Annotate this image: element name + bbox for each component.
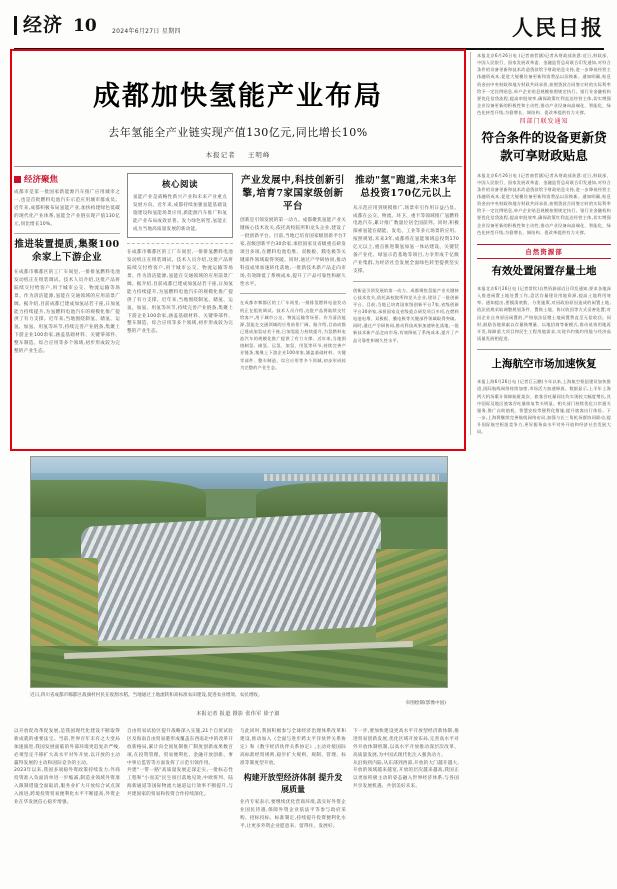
section2-title: 有效处置闲置存量土地 (491, 264, 597, 277)
right-divider (477, 349, 611, 350)
lead-col1-body: 在成都市郫都区的工厂车间里,一排排氢燃料电池发动机正在组装调试。技术人员介绍,这批产品将陆续交付给客户,用于城市公交、物流运输等场景。作为清洁能源,氢能在交通领域的应用前景广阔。据介绍,目前成都已建成加氢站若干座,日加氢能力持续提升,为氢燃料电池汽车的规模化推广提供了有力支撑。近年来,当地围绕制氢、储氢、运氢、加氢、用氢等环节,持续完善产业链条,集聚上下游企业100余家,涵盖基础材料、关键零部件、整车制造、综合应用等多个领域,初步形成较为完整的产业生态。 (14, 270, 120, 354)
lead-col3-body: 创新是引领发展的第一动力。成都聚焦氢能产业关键核心技术攻关,依托高校院所和龙头企业,建设了一批创新平台。目前,当地已培育国家级创新平台7家,省级创新平台30余家,承担国家及省级重点研发项目多项,在燃料电池电堆、双极板、膜电极等关键部件领域取得突破。同时,通过产学研协同,推动科技成果加速转化落地,一批新技术新产品走向市场,有效降低了系统成本,提升了产品可靠性和耐久性水平。 (240, 218, 346, 287)
photo-byline: 本报记者 报道 摄影 张伟军 徐子淑 (196, 711, 280, 717)
lead-col1-intro: 成都市是第一批国家新能源汽车推广应用城市之一,也是首批燃料电池汽车示范应用城市群成员。近年来,成都积极布局氢能产业,加快构建绿色低碳的现代化产业体系,氢能全产业链实现产值130亿元,同比增长10%。 (14, 190, 120, 227)
lead-article-columns (14, 173, 462, 371)
core-reading-box (127, 173, 233, 238)
lead-col1-subtitle: 推进装置提质,集聚100余家上下游企业 (14, 239, 120, 264)
lead-col4-title: 推动"氢"跑道,未来3年总投资170亿元以上 (355, 175, 457, 199)
lead-col3-title: 产业发展中,科技创新引擎,培育7家国家级创新平台 (241, 175, 345, 212)
left-zone (14, 52, 462, 829)
lead-col4-body: 从示范应用到规模推广,场景牵引作用日益凸显。成都在公交、物流、环卫、重卡等领域推广氢燃料电池汽车,累计推广数量位居全国前列。同时,积极探索氢能在储能、发电、工业等多元场景的应用。按照规划,未来3年,成都将在氢能领域总投资170亿元以上,重点推进制氢加氢一体站建设、关键装备产业化、绿氢示范基地等项目,力争形成千亿级产业集群,为经济社会发展全面绿色转型提供坚实支撑。 (353, 205, 459, 274)
bottom-col3-p1: 与此同时,我国积极参与全球经济治理体系改革和建设,推动加入《全面与进步跨太平洋伙伴关系协定》和《数字经济伙伴关系协定》,主动对接国际高标准经贸规则,稳步扩大规则、规制、管理、标准等制度型开放。 (240, 729, 346, 766)
photo-bridge (264, 474, 439, 481)
right-preamble: 本报北京6月26日电 (记者曲哲涵)记者从财政部获悉:近日,财政部、中国人民银行、国家发展改革委、金融监管总局联合印发通知,对符合条件的设备更新和技术改造贷款给予财政贴息支持,进一步降低经营主体融资成本,促进大规模设备更新和消费品以旧换新。通知明确,贴息资金由中央财政和地方财政共同承担,按照贷款合同签订时的实际利率给予一定比例贴息,单户企业贴息规模按照规定执行。银行业金融机构要优化信贷流程,提高审批效率,确保政策红利直达经营主体,切实增强企业设备更新的积极性和主动性,推动产业设备向高端化、智能化、绿色化转型升级,为稳增长、调结构、促改革提供有力支撑。 (477, 53, 611, 116)
photo-fields-right (376, 549, 447, 655)
bottom-col2-p2: 共建"一带一路"高质量发展走深走实,一批标志性工程和"小而美"民生项目落地见效,中欧班列、陆海新通道等国际物流大通道运行效率不断提升,与共建国家的贸易和投资合作持续深化。 (127, 768, 233, 798)
bottom-col4-p2: 从沿海到内陆,从东部到西部,开放的大门越开越大,开放的领域越来越宽,开放的层次越来越高,我国正以更加积极主动的姿态融入世界经济体系,与各国共享发展机遇、共创美好未来。 (353, 760, 459, 790)
photo-village-rooftops (81, 511, 381, 642)
lead-subhead: 去年氢能全产业链实现产值130亿元,同比增长10% (108, 126, 368, 139)
bottom-article (14, 728, 462, 830)
lead-col2-body: 在成都市郫都区的工厂车间里,一排排氢燃料电池发动机正在组装调试。技术人员介绍,这批产品将陆续交付给客户,用于城市公交、物流运输等场景。作为清洁能源,氢能在交通领域的应用前景广阔。据介绍,目前成都已建成加氢站若干座,日加氢能力持续提升,为氢燃料电池汽车的规模化推广提供了有力支撑。近年来,当地围绕制氢、储氢、运氢、加氢、用氢等环节,持续完善产业链条,集聚上下游企业100余家,涵盖基础材料、关键零部件、整车制造、综合应用等多个领域,初步形成较为完整的产业生态。 (127, 250, 233, 335)
page-body (14, 52, 611, 875)
col1-divider (14, 233, 120, 234)
right-column (470, 52, 611, 435)
bottom-col3-p2: 业内专家表示,要继续优化营商环境,落实好外资企业国民待遇,保障外资企业依法平等参与政府采购、招标投标、标准制定,持续提升投资便利化水平,让更多外资企业愿意来、留得住、发展好。 (240, 799, 346, 829)
aerial-village-photo (30, 456, 448, 688)
section2-label: 自然资源部 (477, 244, 611, 259)
lead-col-4 (353, 173, 459, 371)
photo-fields-left (31, 558, 98, 650)
col4-divider (353, 281, 459, 282)
bottom-col2-p1: 自由贸易试验区提升战略深入实施,21个自贸试验区及海南自由贸易港形成覆盖东西南北中的改革开放新格局,累计向全国复制推广制度创新成果数百项,在投资管理、贸易便利化、金融开放创新、事中事后监管等方面发挥了示范引领作用。 (127, 729, 233, 766)
col3-divider (240, 293, 346, 294)
photo-hill-left (30, 480, 206, 517)
bottom-col1-p2: 2023年以来,我国多项稳外资政策持续发力,外商投资准入负面清单进一步缩减,制造业领域外资准入限制措施全面取消,服务业扩大开放综合试点深入推进,跨境投资贸易便利化水平不断提高,外资企业在华发展信心稳步增强。 (14, 768, 120, 806)
photo-credit: 牵图绘制(影像中国) (405, 701, 446, 706)
bottom-col-4 (353, 728, 459, 830)
bottom-col-1 (14, 728, 120, 830)
core-reading-title: 核心阅读 (161, 180, 198, 190)
masthead-rule-icon (14, 16, 17, 35)
byline-label: 本报记者 (205, 151, 236, 159)
section3-body: 本报上海6月26日电 (记者巨云鹏)今年以来,上海航空枢纽建设加快推进,国际航线网络持续加密,市场活力加速释放。数据显示,上半年上海两大机场累计保障航班架次、旅客吞吐量同比均实现较大幅度增长,其中国际及地区旅客吞吐量恢复势头明显。相关部门持续优化口岸通关服务,推广自助值机、智慧安检等便利化措施,提升旅客出行体验。下一步,上海将继续完善航线网络布局,加强与长三角机场群协同联动,提升国际航空枢纽竞争力,更好服务高水平对外开放和经济社会发展大局。 (477, 379, 611, 435)
lead-headline: 成都加快氢能产业布局 (93, 81, 383, 112)
page-number: 10 (73, 16, 97, 36)
notice-body: 本报北京6月26日电 (记者曲哲涵)记者从财政部获悉:近日,财政部、中国人民银行、国家发展改革委、金融监管总局联合印发通知,对符合条件的设备更新和技术改造贷款给予财政贴息支持,进一步降低经营主体融资成本,促进大规模设备更新和消费品以旧换新。通知明确,贴息资金由中央财政和地方财政共同承担,按照贷款合同签订时的实际利率给予一定比例贴息,单户企业贴息规模按照规定执行。银行业金融机构要优化信贷流程,提高审批效率,确保政策红利直达经营主体,切实增强企业设备更新的积极性和主动性,推动产业设备向高端化、智能化、绿色化转型升级,为稳增长、调结构、促改革提供有力支撑。 (477, 172, 611, 235)
lead-col-1 (14, 173, 120, 371)
kicker-label: 经济聚焦 (24, 175, 59, 185)
lead-col4-body-2: 创新是引领发展的第一动力。成都聚焦氢能产业关键核心技术攻关,依托高校院所和龙头企业,建设了一批创新平台。目前,当地已培育国家级创新平台7家,省级创新平台30余家,承担国家及省级重点研发项目多项,在燃料电池电堆、双极板、膜电极等关键部件领域取得突破。同时,通过产学研协同,推动科技成果加速转化落地,一批新技术新产品走向市场,有效降低了系统成本,提升了产品可靠性和耐久性水平。 (353, 287, 459, 343)
bottom-col-3 (240, 728, 346, 830)
section2-body: 本报北京6月26日电 (记者常钦)自然资源部近日印发通知,要求各地深入推进闲置土地处置工作,盘活存量建设用地资源,提高土地利用效率。通知提出,要摸清底数、分类施策,对因政府原因造成的闲置土地,依法依规采取调整规划条件、置换土地、协议收回等方式妥善处置;对因企业自身原因闲置的,严格依法征缴土地闲置费直至无偿收回。同时,鼓励各地探索以存量换增量、以地招商等新模式,推动低效用地再开发,保障重大项目和民生工程用地需求,实现节约集约用地与经济高质量发展相促进。 (477, 286, 611, 341)
photo-caption-row (30, 692, 446, 698)
core-reading-text: 氢能产业是战略性新兴产业和未来产业重点发展方向。近年来,成都持续加强氢能基础设施建设和氢能场景应用,新能源汽车推广和氢能产业布局成效显著。发力绿色转型,氢能正成为当地高质量发展的新动能。 (133, 195, 227, 232)
bottom-col-2 (127, 728, 233, 830)
kicker (14, 173, 120, 185)
photo-caption: 近日,四川省成都市郫都区战旗村村民在收割水稻。当地通过土地流转和高标准农田建设,促进农业增效、农民增收。 (30, 693, 263, 698)
bottom-article-title: 构建开放型经济体制 提升发展质量 (243, 772, 343, 794)
lead-col-2 (127, 173, 233, 371)
byline-author: 王明峰 (247, 151, 271, 159)
bottom-article-columns (14, 728, 462, 830)
bottom-col1-p1: 以开放促改革促发展,是我国现代化建设不断取得新成就的重要法宝。当前,世界百年未有之大变局加速演进,我国发展面临的外部环境更趋复杂严峻,必须坚定不移扩大高水平对外开放,以开放的主动赢得发展的主动和国际竞争的主动。 (14, 729, 120, 766)
paper-logo: 人民日报 (512, 15, 604, 40)
col2-divider (127, 243, 233, 244)
photo-block (30, 456, 446, 717)
lead-col3-body-2: 在成都市郫都区的工厂车间里,一排排氢燃料电池发动机正在组装调试。技术人员介绍,这批产品将陆续交付给客户,用于城市公交、物流运输等场景。作为清洁能源,氢能在交通领域的应用前景广阔。据介绍,目前成都已建成加氢站若干座,日加氢能力持续提升,为氢燃料电池汽车的规模化推广提供了有力支撑。近年来,当地围绕制氢、储氢、运氢、加氢、用氢等环节,持续完善产业链条,集聚上下游企业100余家,涵盖基础材料、关键零部件、整车制造、综合应用等多个领域,初步形成较为完整的产业生态。 (240, 300, 346, 370)
kicker-square-icon (14, 176, 21, 183)
lead-byline (14, 150, 462, 159)
issue-date: 2024年6月27日 星期四 (112, 28, 181, 35)
notice-label: 四部门联发通知 (519, 118, 569, 126)
headline-divider (14, 166, 462, 167)
notice-title: 符合条件的设备更新贷款可享财政贴息 (481, 130, 607, 164)
lead-col-3 (240, 173, 346, 371)
masthead-section-group (14, 16, 97, 35)
masthead (14, 14, 604, 50)
section3-title: 上海航空市场加速恢复 (491, 358, 597, 371)
section-name: 经济 (23, 14, 64, 36)
bottom-col4-p1: 下一步,要加快建设更高水平开放型经济新体制,推进贸易创新发展,优化区域开放布局,完善高水平对外开放体制机制,以高水平开放推动深层次改革、高质量发展,为中国式现代化注入强劲动力。 (353, 729, 459, 758)
